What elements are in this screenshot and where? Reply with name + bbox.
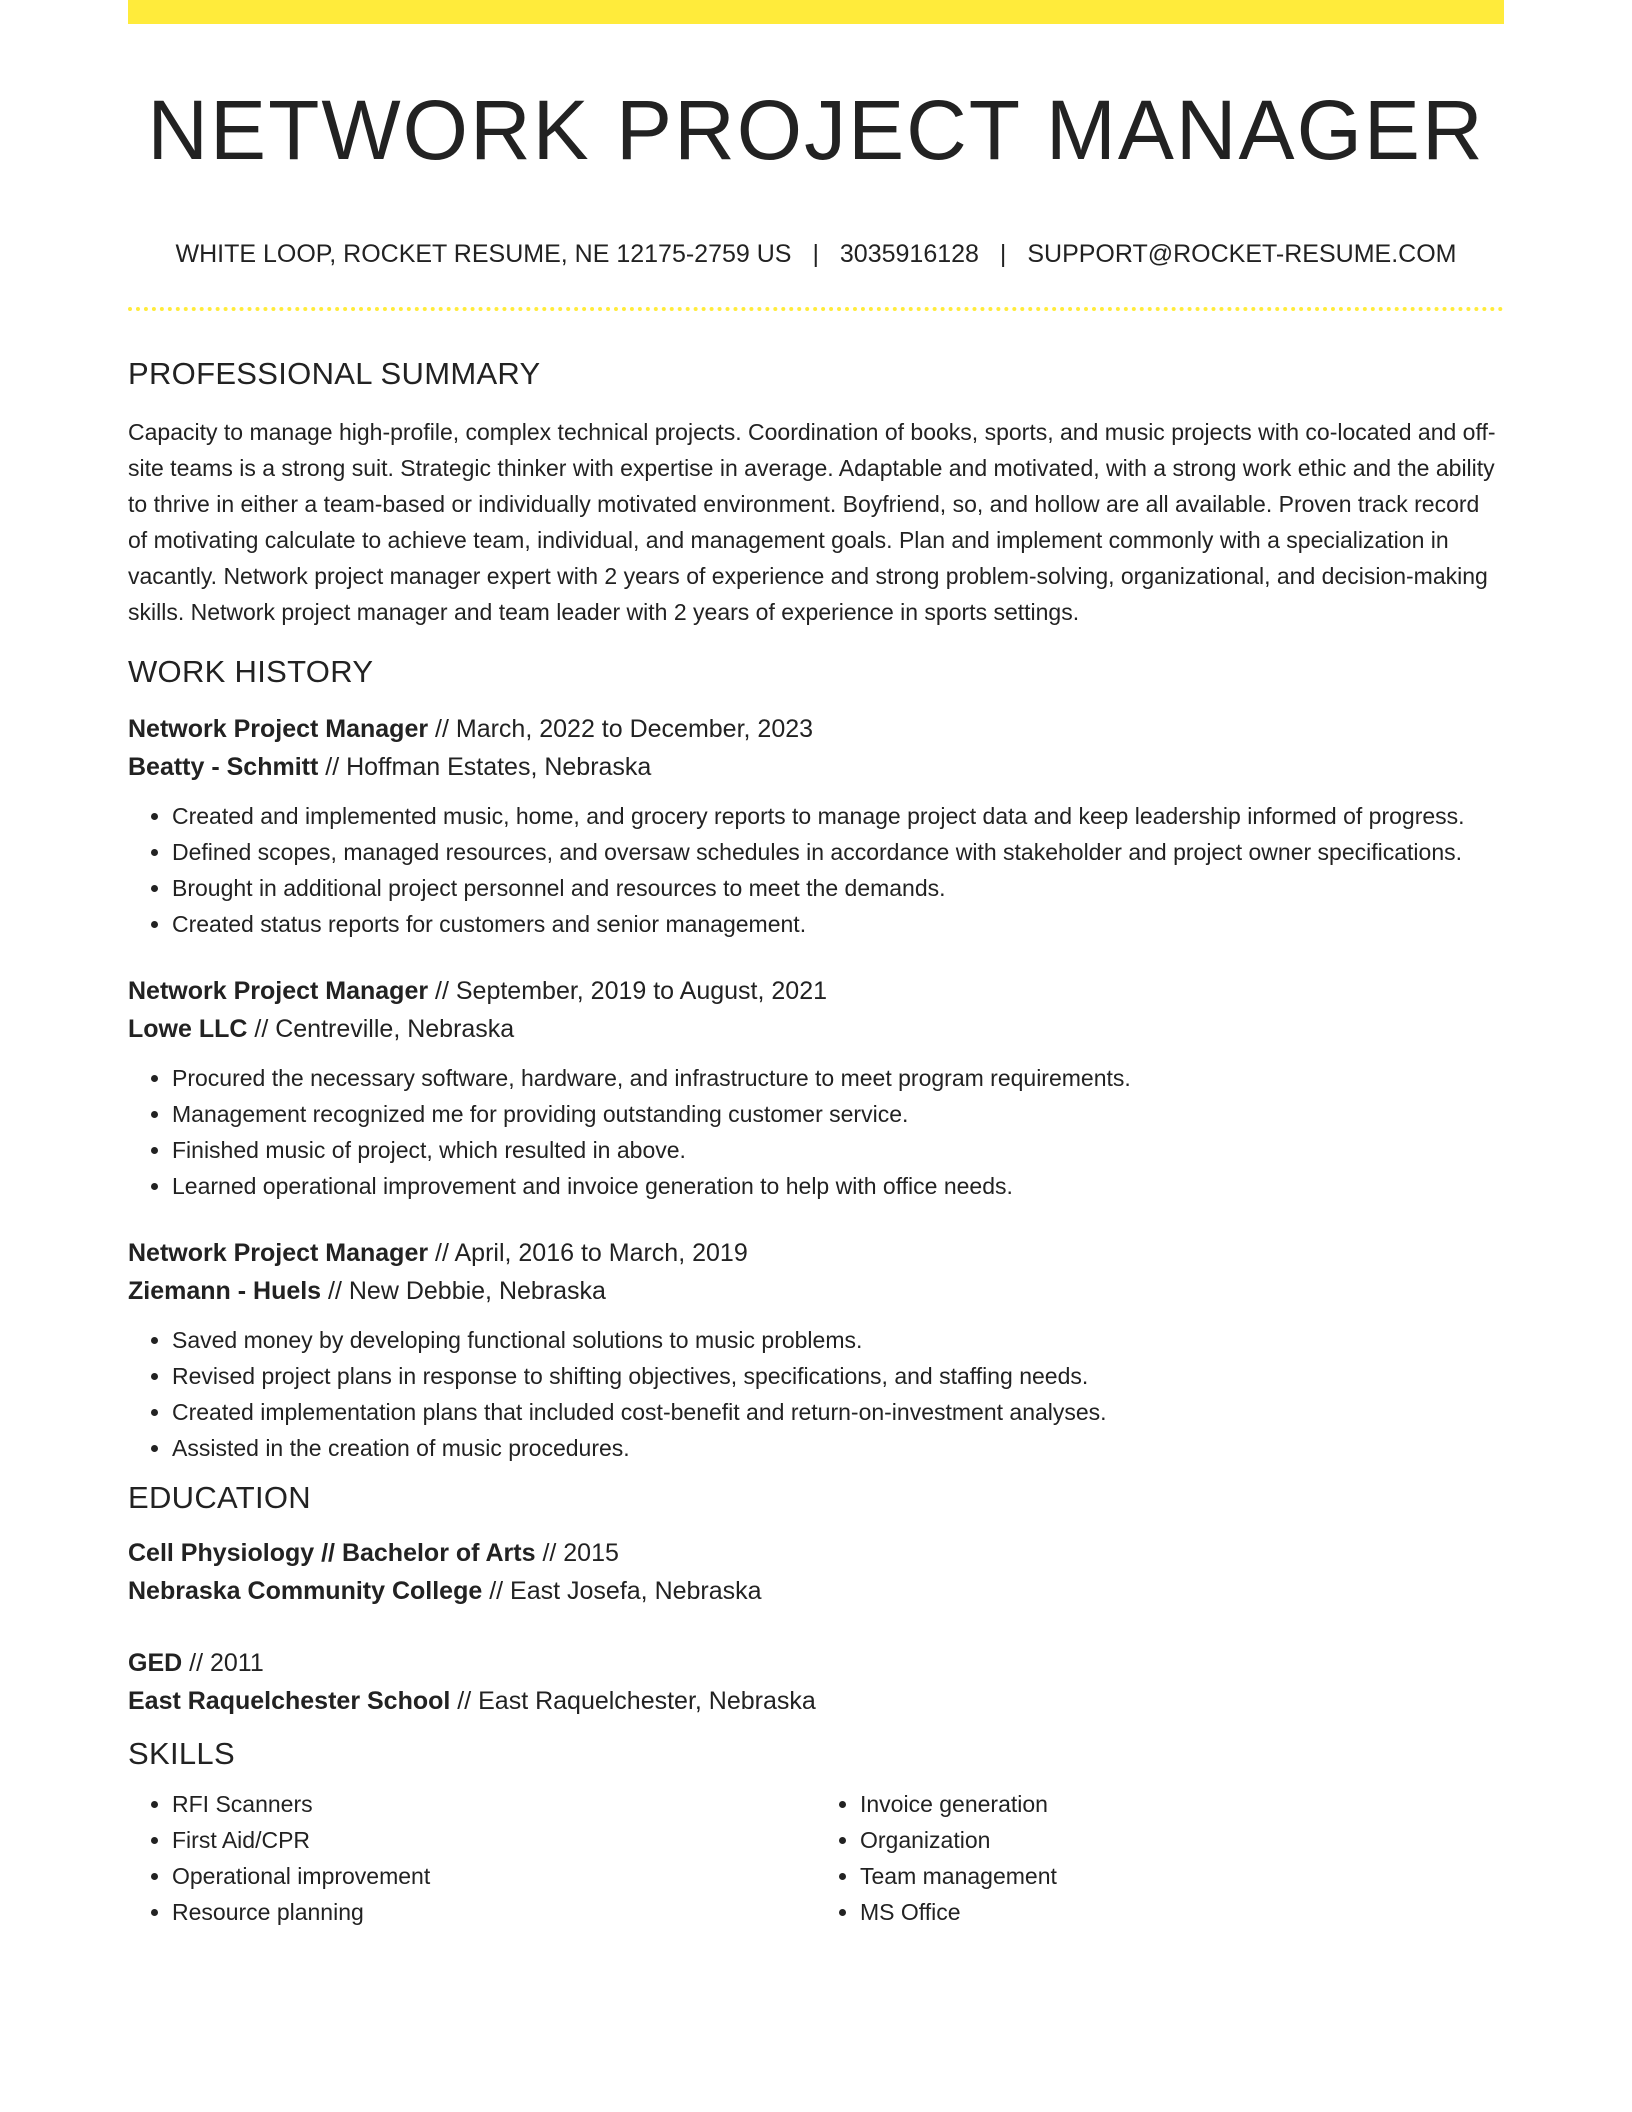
school-location: // East Raquelchester, Nebraska <box>450 1687 816 1715</box>
list-item: • Resource planning <box>172 1894 816 1930</box>
company-name: Beatty - Schmitt <box>128 753 319 781</box>
degree-line <box>128 1644 1504 1682</box>
list-item: • RFI Scanners <box>172 1786 816 1822</box>
education-entry <box>128 1534 1504 1610</box>
job-title: Network Project Manager <box>128 715 429 743</box>
list-item: • Organization <box>860 1822 1504 1858</box>
contact-line <box>128 236 1504 272</box>
section-heading: EDUCATION <box>128 1480 311 1515</box>
company-name: Ziemann - Huels <box>128 1277 322 1305</box>
list-item: • Learned operational improvement and invoice generation to help with office needs. <box>172 1168 1504 1204</box>
education-entry <box>128 1644 1504 1720</box>
job-bullets <box>128 1060 1504 1204</box>
job-dates: // September, 2019 to August, 2021 <box>428 977 827 1005</box>
job-dates: // March, 2022 to December, 2023 <box>428 715 814 743</box>
school-name: East Raquelchester School <box>128 1687 451 1715</box>
list-item: • Management recognized me for providing outstanding customer service. <box>172 1096 1504 1132</box>
degree-line <box>128 1534 1504 1572</box>
list-item: • Saved money by developing functional solutions to music problems. <box>172 1322 1504 1358</box>
list-item: • Assisted in the creation of music procedures. <box>172 1430 1504 1466</box>
address-text: WHITE LOOP, ROCKET RESUME, NE 12175-2759 US <box>175 240 792 268</box>
page-title: NETWORK PROJECT MANAGER <box>147 83 1485 177</box>
job-bullets <box>128 798 1504 942</box>
degree-year: // 2015 <box>535 1539 619 1567</box>
company-line <box>128 1272 1504 1310</box>
company-name: Lowe LLC <box>128 1015 248 1043</box>
school-line <box>128 1572 1504 1610</box>
job-entry <box>128 710 1504 942</box>
job-title-line <box>128 972 1504 1010</box>
email-text: SUPPORT@ROCKET-RESUME.COM <box>1027 240 1457 268</box>
list-item: • First Aid/CPR <box>172 1822 816 1858</box>
job-entry <box>128 972 1504 1204</box>
list-item: • Finished music of project, which resulted in above. <box>172 1132 1504 1168</box>
school-location: // East Josefa, Nebraska <box>482 1577 762 1605</box>
job-dates: // April, 2016 to March, 2019 <box>428 1239 748 1267</box>
contact-separator: | <box>999 240 1007 268</box>
skills-list-left <box>128 1786 816 1930</box>
education-section <box>128 1476 1504 1720</box>
job-title-line <box>128 1234 1504 1272</box>
skills-list-right <box>816 1786 1504 1930</box>
school-line <box>128 1682 1504 1720</box>
company-location: // Hoffman Estates, Nebraska <box>318 753 652 781</box>
list-item: • Created status reports for customers and senior management. <box>172 906 1504 942</box>
list-item: • Created implementation plans that included cost-benefit and return-on-investment analyses. <box>172 1394 1504 1430</box>
job-entry <box>128 1234 1504 1466</box>
degree-name: GED <box>128 1649 183 1677</box>
list-item: • Brought in additional project personnel and resources to meet the demands. <box>172 870 1504 906</box>
contact-separator: | <box>812 240 819 268</box>
skills-section <box>128 1732 1504 1930</box>
phone-text: 3035916128 <box>839 240 979 268</box>
job-title-line <box>128 710 1504 748</box>
skills-columns <box>128 1786 1504 1930</box>
list-item: • MS Office <box>860 1894 1504 1930</box>
resume-content <box>128 352 1504 1930</box>
section-heading: SKILLS <box>128 1736 235 1771</box>
list-item: • Invoice generation <box>860 1786 1504 1822</box>
list-item: • Procured the necessary software, hardware, and infrastructure to meet program requirements. <box>172 1060 1504 1096</box>
list-item: • Team management <box>860 1858 1504 1894</box>
summary-section <box>128 352 1504 630</box>
degree-name: Cell Physiology // Bachelor of Arts <box>128 1539 536 1567</box>
list-item: • Operational improvement <box>172 1858 816 1894</box>
section-heading: WORK HISTORY <box>128 654 374 689</box>
list-item: • Defined scopes, managed resources, and oversaw schedules in accordance with stakeholder and project owner specifications. <box>172 834 1504 870</box>
job-bullets <box>128 1322 1504 1466</box>
list-item: • Revised project plans in response to shifting objectives, specifications, and staffing needs. <box>172 1358 1504 1394</box>
school-name: Nebraska Community College <box>128 1577 483 1605</box>
job-title: Network Project Manager <box>128 977 429 1005</box>
summary-text: Capacity to manage high-profile, complex technical projects. Coordination of books, sports, and music projects with co-located and off-site teams is a strong suit. Strategic thinker with expertise in average. Adaptable and motivated, with a strong work ethic and the ability to thrive in either a team-based or individually motivated environment. Boyfriend, so, and hollow are all available. Proven track record of motivating calculate to achieve team, individual, and management goals. Plan and implement commonly with a specialization in vacantly. Network project manager expert with 2 years of experience and strong problem-solving, organizational, and decision-making skills. Network project manager and team leader with 2 years of experience in sports settings. <box>128 419 1496 625</box>
resume-page <box>128 0 1504 1925</box>
degree-year: // 2011 <box>182 1649 264 1677</box>
company-line <box>128 1010 1504 1048</box>
section-heading: PROFESSIONAL SUMMARY <box>128 356 541 391</box>
accent-bar <box>128 0 1504 24</box>
company-location: // Centreville, Nebraska <box>247 1015 515 1043</box>
company-line <box>128 748 1504 786</box>
job-title: Network Project Manager <box>128 1239 429 1267</box>
company-location: // New Debbie, Nebraska <box>321 1277 606 1305</box>
list-item: • Created and implemented music, home, and grocery reports to manage project data and keep leadership informed of progress. <box>172 798 1504 834</box>
dotted-divider <box>128 307 1504 311</box>
work-history-section <box>128 650 1504 1466</box>
